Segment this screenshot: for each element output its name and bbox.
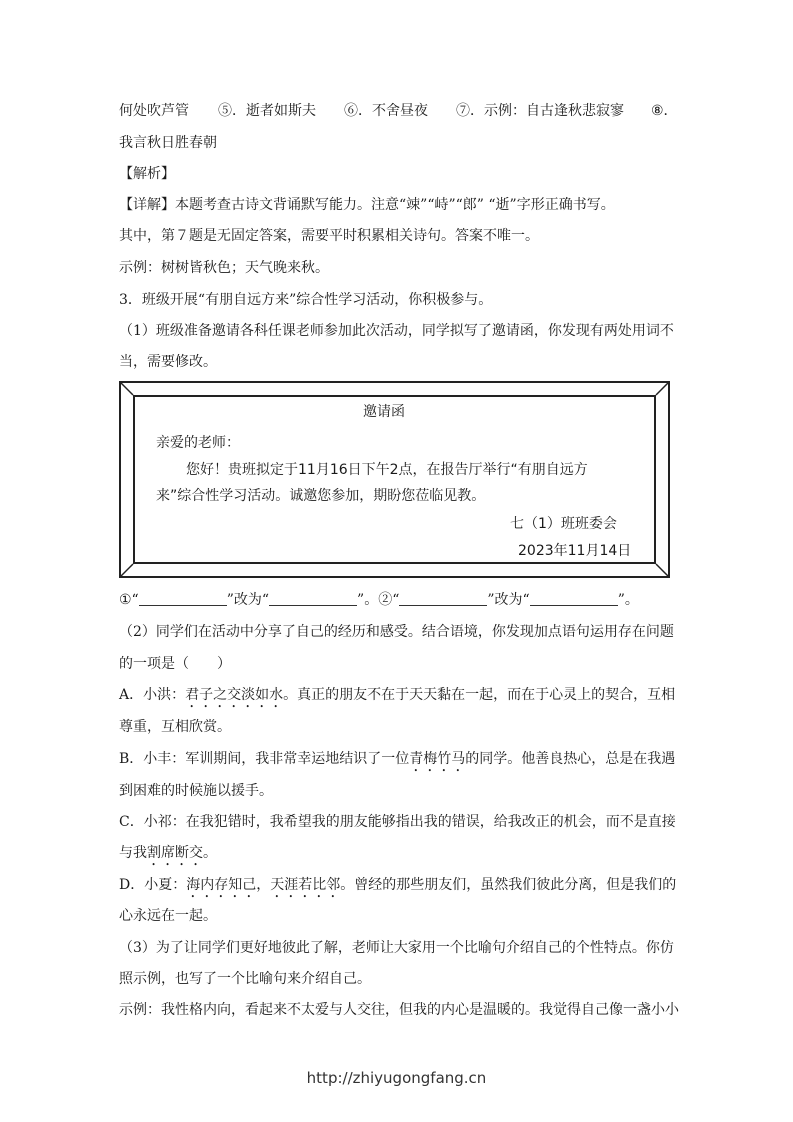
blank-2-original[interactable]	[399, 591, 487, 606]
blank-2-revised[interactable]	[530, 591, 618, 606]
option-a-line2: 尊重，互相欣赏。	[119, 719, 231, 735]
answer-6: ⑥．不舍昼夜	[344, 103, 428, 119]
blank-1-original[interactable]	[139, 591, 227, 606]
option-d-line1	[119, 875, 676, 901]
option-c-text-pre: 与我	[119, 845, 147, 861]
option-c-text-post: 。	[203, 845, 217, 861]
letter-salutation: 亲爱的老师：	[156, 435, 240, 451]
option-a-label: A．小洪：	[119, 687, 186, 703]
option-d-dotted-phrase: 海内存知己，天涯若比邻	[186, 877, 341, 893]
question-3-3-line1: （3）为了让同学们更好地彼此了解，老师让大家用一个比喻句介绍自己的个性特点。你仿	[119, 940, 674, 956]
answer-8: ⑧．	[651, 103, 678, 119]
option-a-dotted-phrase: 君子之交淡如水	[185, 687, 284, 703]
footer-url: http://zhiyugongfang.cn	[306, 1069, 487, 1087]
option-b-dotted-phrase: 青梅竹马	[409, 751, 466, 767]
question-3-title: 3．班级开展“有朋自远方来”综合性学习活动，你积极参与。	[119, 292, 493, 308]
letter-date: 2023年11月14日	[518, 543, 632, 559]
invitation-letter-box	[119, 381, 670, 578]
option-b-line2: 到困难的时候施以援手。	[119, 783, 273, 799]
question-3-2-line2: 的一项是（ ）	[119, 656, 231, 672]
fill-text-5: ”。	[617, 592, 639, 608]
question-3-2-line1: （2）同学们在活动中分享了自己的经历和感受。结合语境，你发现加点语句运用存在问题	[119, 624, 674, 640]
option-c-line1: C．小祁：在我犯错时，我希望我的朋友能够指出我的错误，给我改正的机会，而不是直接	[119, 814, 676, 830]
analysis-example: 示例：树树皆秋色；天气晚来秋。	[119, 260, 329, 276]
analysis-heading: 【解析】	[119, 166, 175, 182]
letter-title: 邀请函	[363, 404, 405, 420]
letter-signature: 七（1）班班委会	[510, 516, 617, 532]
answers-row	[119, 101, 679, 121]
blank-1-revised[interactable]	[269, 591, 357, 606]
letter-body-line2: 来”综合性学习活动。诚邀您参加，期盼您莅临见教。	[156, 488, 486, 504]
option-d-label: D．小夏：	[119, 877, 187, 893]
fill-text-3: ”。②“	[357, 592, 400, 608]
option-b-line1	[119, 749, 675, 775]
option-a-text: 。真正的朋友不在于天天黏在一起，而在于心灵上的契合，互相	[283, 687, 676, 703]
question-3-1-line1: （1）班级准备邀请各科任课老师参加此次活动，同学拟写了邀请函，你发现有两处用词不	[119, 323, 674, 339]
question-3-3-line2: 照示例，也写了一个比喻句来介绍自己。	[119, 971, 371, 987]
option-b-text-pre: B．小丰：军训期间，我非常幸运地结识了一位	[119, 751, 410, 767]
fill-in-row	[119, 590, 639, 610]
fill-text-4: ”改为“	[487, 592, 530, 608]
option-d-text: 。曾经的那些朋友们，虽然我们彼此分离，但是我们的	[340, 877, 677, 893]
answer-5: ⑤．逝者如斯夫	[218, 103, 316, 119]
letter-body-line1: 您好！贵班拟定于11月16日下午2点，在报告厅举行“有朋自远方	[186, 462, 588, 478]
invitation-letter-inner	[133, 395, 656, 564]
question-3-1-line2: 当，需要修改。	[119, 354, 217, 370]
option-c-line2	[119, 843, 217, 869]
question-3-3-example: 示例：我性格内向，看起来不太爱与人交往，但我的内心是温暖的。我觉得自己像一盏小小	[119, 1002, 679, 1018]
analysis-detail-line2: 其中，第７题是无固定答案，需要平时积累相关诗句。答案不唯一。	[119, 228, 539, 244]
fill-text-2: ”改为“	[226, 592, 270, 608]
option-a-line1	[119, 685, 675, 711]
fill-text-1: ①“	[119, 592, 139, 608]
option-b-text-post: 的同学。他善良热心，总是在我遇	[465, 751, 676, 767]
answer-8-continued: 我言秋日胜春朝	[119, 135, 217, 151]
answer-4: 何处吹芦管	[119, 103, 189, 119]
option-d-line2: 心永远在一起。	[119, 908, 217, 924]
option-c-dotted-phrase: 割席断交	[147, 845, 203, 861]
answer-7: ⑦．示例：自古逢秋悲寂寥	[456, 103, 624, 119]
analysis-detail-line1: 【详解】本题考查古诗文背诵默写能力。注意“竦”“峙”“郎” “逝”字形正确书写。	[119, 197, 615, 213]
